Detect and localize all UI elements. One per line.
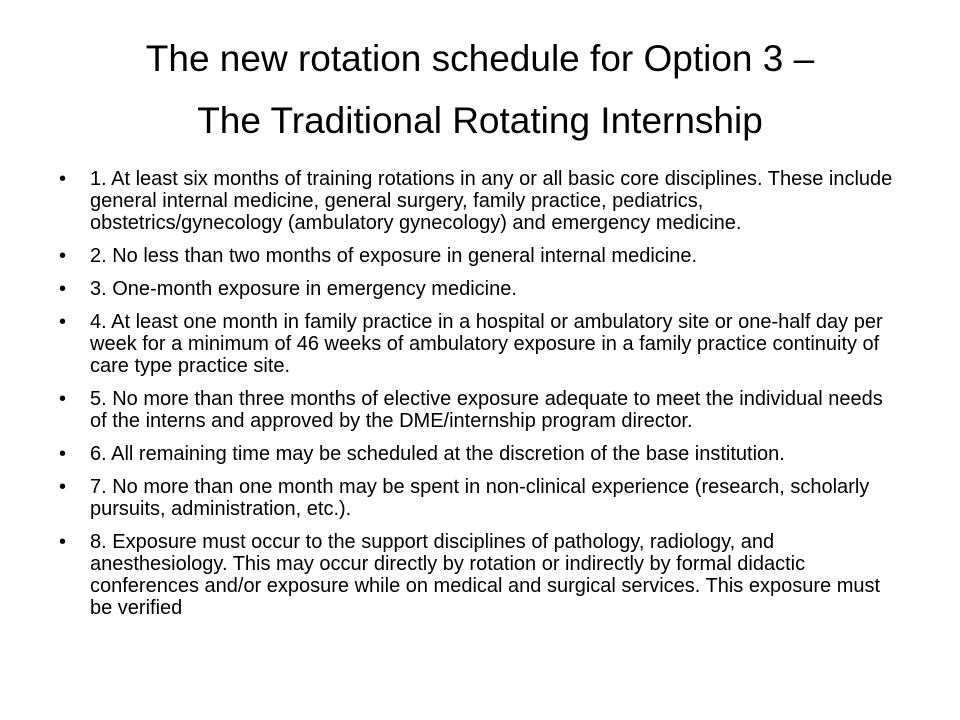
bullet-item-6: [59, 443, 900, 465]
bullet-item-4: [59, 311, 900, 377]
bullet-item-1: [59, 168, 900, 234]
bullet-icon: •: [59, 245, 67, 267]
bullet-text: 3. One-month exposure in emergency medicine.: [90, 278, 517, 300]
title-line-2: The Traditional Rotating Internship: [197, 100, 763, 141]
bullet-icon: •: [59, 311, 67, 333]
bullet-icon: •: [59, 531, 67, 553]
bullet-list: [59, 168, 900, 630]
title-line-1: The new rotation schedule for Option 3 –: [145, 38, 815, 79]
bullet-text: 2. No less than two months of exposure in general internal medicine.: [90, 245, 698, 267]
bullet-icon: •: [59, 443, 67, 465]
bullet-item-8: [59, 531, 900, 619]
bullet-text: 7. No more than one month may be spent in non-clinical experience (research, scholarly pursuits, administration, etc.).: [90, 476, 870, 520]
slide-title: [48, 28, 912, 152]
bullet-text: 4. At least one month in family practice in a hospital or ambulatory site or one-half day per week for a minimum of 46 weeks of ambulatory exposure in a family practice continuity of care type practice site.: [90, 311, 883, 377]
bullet-icon: •: [59, 168, 67, 190]
bullet-text: 6. All remaining time may be scheduled at the discretion of the base institution.: [90, 443, 785, 465]
bullet-item-3: [59, 278, 900, 300]
bullet-item-2: [59, 245, 900, 267]
bullet-icon: •: [59, 476, 67, 498]
bullet-item-5: [59, 388, 900, 432]
bullet-text: 8. Exposure must occur to the support disciplines of pathology, radiology, and anesthesiology. This may occur directly by rotation or indirectly by formal didactic conferences and/or exposure while on medical and surgical services. This exposure must be verified: [90, 531, 881, 619]
bullet-icon: •: [59, 278, 67, 300]
bullet-text: 1. At least six months of training rotations in any or all basic core disciplines. These include general internal medicine, general surgery, family practice, pediatrics, obstetrics/gynecology (ambulatory gynecology) and emergency medicine.: [90, 168, 893, 234]
bullet-icon: •: [59, 388, 67, 410]
bullet-item-7: [59, 476, 900, 520]
bullet-text: 5. No more than three months of elective exposure adequate to meet the individual needs of the interns and approved by the DME/internship program director.: [90, 388, 883, 432]
